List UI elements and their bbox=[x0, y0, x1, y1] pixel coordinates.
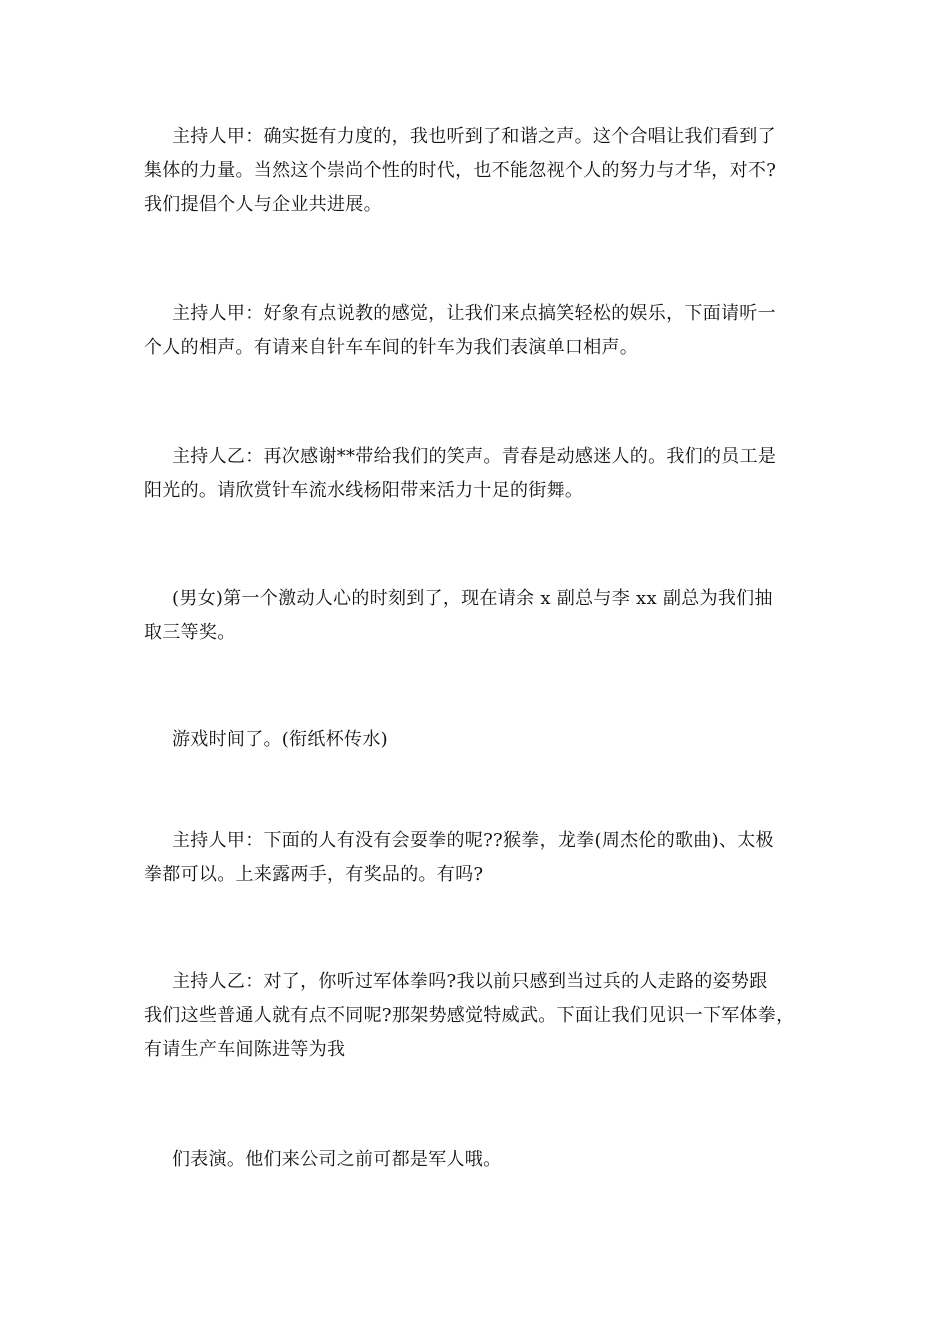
paragraph-line: 主持人乙：对了，你听过军体拳吗?我以前只感到当过兵的人走路的姿势跟 bbox=[172, 971, 768, 992]
paragraph-line: 我们提倡个人与企业共进展。 bbox=[144, 194, 382, 215]
paragraph-host-b-military bbox=[144, 965, 816, 1067]
paragraph-host-a-boxing bbox=[144, 824, 816, 892]
paragraph-line: 有请生产车间陈进等为我 bbox=[144, 1039, 346, 1060]
paragraph-host-b-dance bbox=[144, 440, 816, 508]
paragraph-line: 个人的相声。有请来自针车车间的针车为我们表演单口相声。 bbox=[144, 337, 639, 358]
paragraph-line: 我们这些普通人就有点不同呢?那架势感觉特威武。下面让我们见识一下军体拳， bbox=[144, 1005, 795, 1026]
paragraph-line: 主持人甲：好象有点说教的感觉，让我们来点搞笑轻松的娱乐，下面请听一 bbox=[172, 303, 776, 324]
paragraph-performance bbox=[144, 1143, 816, 1177]
paragraph-host-a-crosstalk bbox=[144, 297, 816, 365]
paragraph-line: 们表演。他们来公司之前可都是军人哦。 bbox=[172, 1149, 502, 1170]
paragraph-line: (男女)第一个激动人心的时刻到了，现在请余 x 副总与李 xx 副总为我们抽 bbox=[172, 588, 773, 609]
paragraph-host-a-chorus bbox=[144, 120, 816, 222]
paragraph-line: 游戏时间了。(衔纸杯传水) bbox=[172, 729, 388, 750]
paragraph-line: 主持人乙：再次感谢**带给我们的笑声。青春是动感迷人的。我们的员工是 bbox=[172, 446, 777, 467]
paragraph-line: 主持人甲：确实挺有力度的，我也听到了和谐之声。这个合唱让我们看到了 bbox=[172, 126, 776, 147]
paragraph-game-time bbox=[144, 723, 816, 757]
paragraph-line: 阳光的。请欣赏针车流水线杨阳带来活力十足的街舞。 bbox=[144, 480, 584, 501]
paragraph-lottery bbox=[144, 582, 816, 650]
paragraph-line: 主持人甲：下面的人有没有会耍拳的呢??猴拳，龙拳(周杰伦的歌曲)、太极 bbox=[172, 830, 774, 851]
paragraph-line: 取三等奖。 bbox=[144, 622, 236, 643]
paragraph-line: 集体的力量。当然这个崇尚个性的时代，也不能忽视个人的努力与才华，对不? bbox=[144, 160, 777, 181]
paragraph-line: 拳都可以。上来露两手，有奖品的。有吗? bbox=[144, 864, 484, 885]
